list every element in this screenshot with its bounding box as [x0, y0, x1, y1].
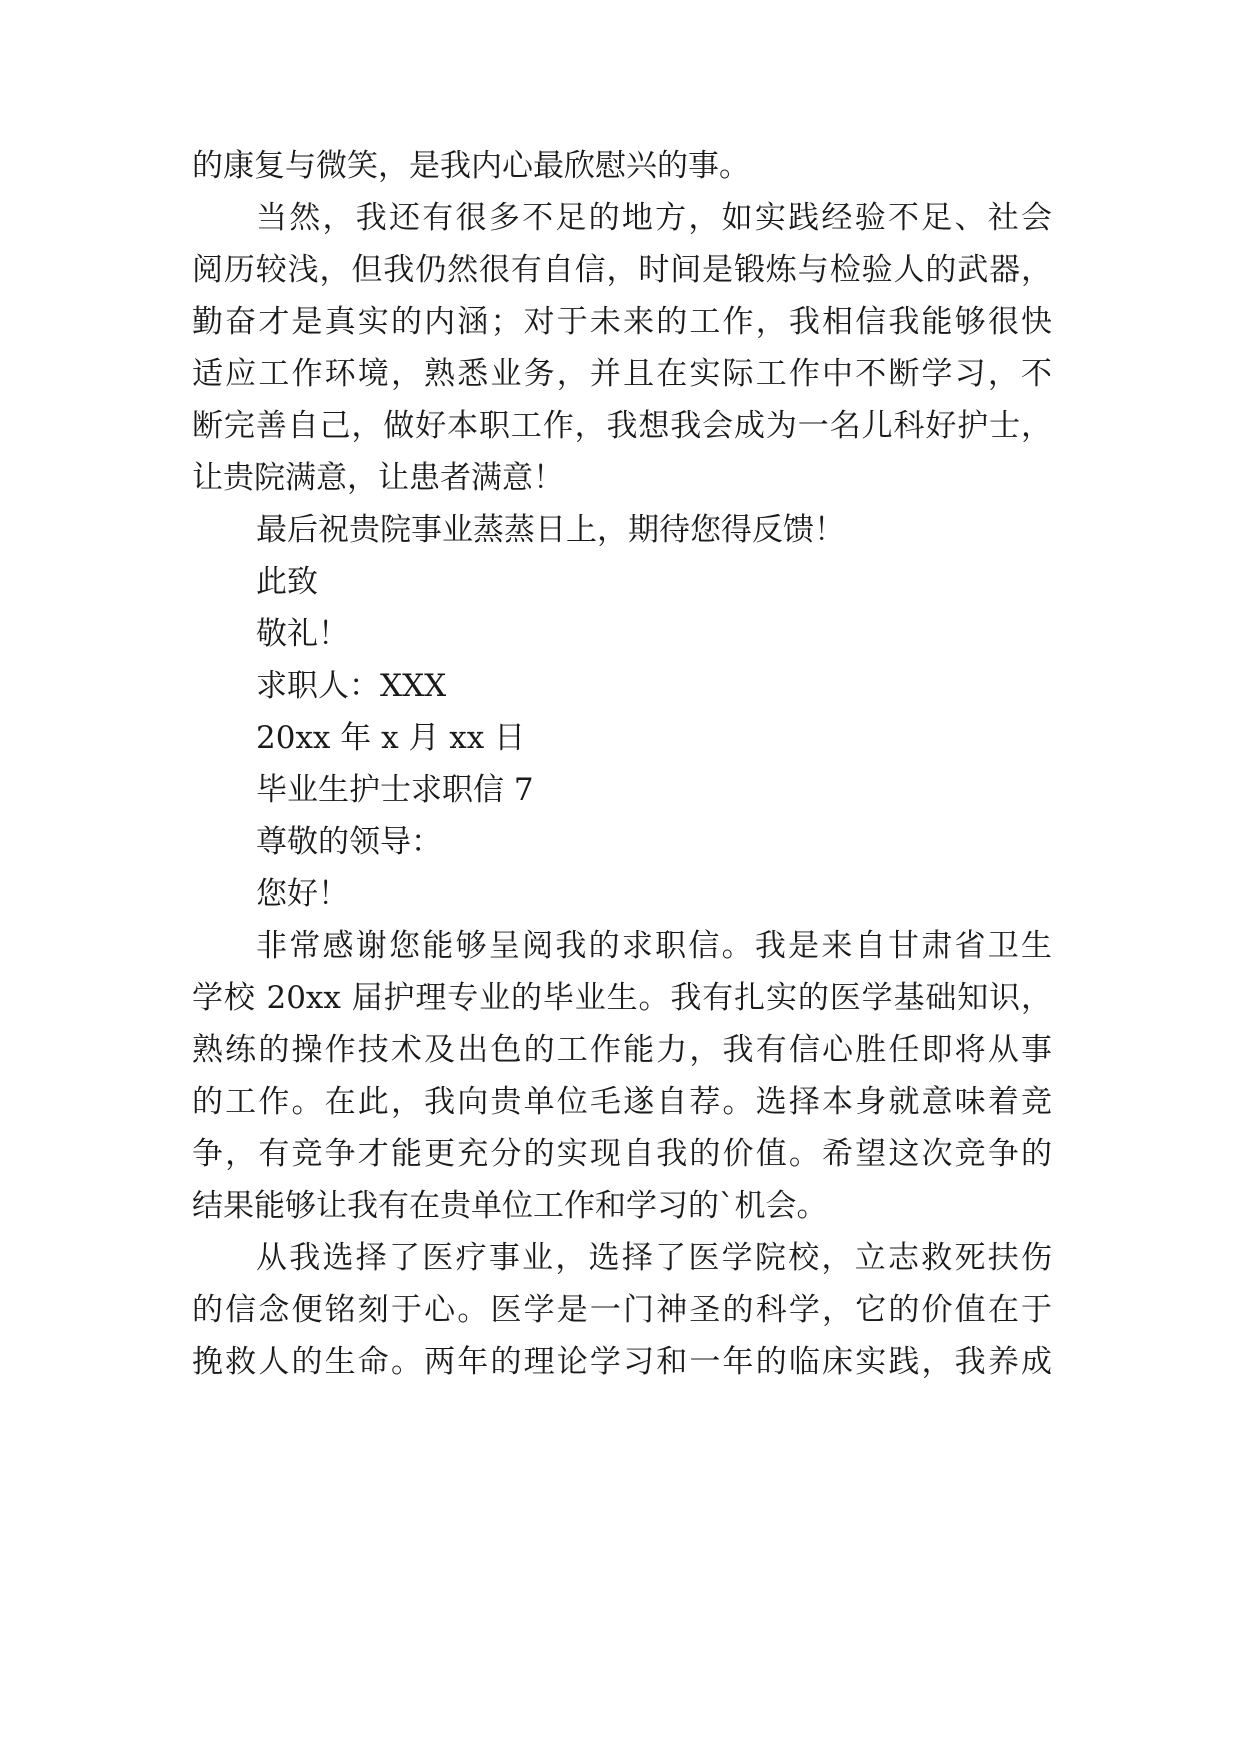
paragraph-11-line-5: 争，有竞争才能更充分的实现自我的价值。希望这次竞争的: [192, 1136, 1052, 1172]
paragraph-2-line-5: 断完善自己，做好本职工作，我想我会成为一名儿科好护士，: [192, 408, 1052, 444]
paragraph-12-line-1: 从我选择了医疗事业，选择了医学院校，立志救死扶伤: [256, 1240, 1052, 1276]
paragraph-2-line-1: 当然，我还有很多不足的地方，如实践经验不足、社会: [256, 200, 1052, 236]
paragraph-11-line-3: 熟练的操作技术及出色的工作能力，我有信心胜任即将从事: [192, 1032, 1052, 1068]
closing-wish: 最后祝贵院事业蒸蒸日上，期待您得反馈！: [256, 512, 845, 548]
signature-applicant: 求职人：XXX: [256, 668, 447, 704]
paragraph-11-line-2: 学校 20xx 届护理专业的毕业生。我有扎实的医学基础知识，: [192, 980, 1052, 1016]
salutation-cizhi: 此致: [256, 564, 318, 600]
paragraph-11-line-1: 非常感谢您能够呈阅我的求职信。我是来自甘肃省卫生: [256, 928, 1052, 964]
paragraph-12-line-2: 的信念便铭刻于心。医学是一门神圣的科学，它的价值在于: [192, 1292, 1052, 1328]
signature-date: 20xx 年 x 月 xx 日: [256, 720, 526, 756]
paragraph-2-line-2: 阅历较浅，但我仍然很有自信，时间是锻炼与检验人的武器，: [192, 252, 1052, 288]
letter-heading: 毕业生护士求职信 7: [256, 772, 534, 808]
paragraph-11-line-6: 结果能够让我有在贵单位工作和学习的`机会。: [192, 1188, 828, 1224]
paragraph-2-line-4: 适应工作环境，熟悉业务，并且在实际工作中不断学习，不: [192, 356, 1052, 392]
paragraph-1-line-1: 的康复与微笑，是我内心最欣慰兴的事。: [192, 148, 750, 184]
letter-hello: 您好！: [256, 876, 349, 912]
paragraph-2-line-6: 让贵院满意，让患者满意！: [192, 460, 564, 496]
salutation-jingli: 敬礼！: [256, 616, 349, 652]
letter-greeting: 尊敬的领导：: [256, 824, 442, 860]
paragraph-12-line-3: 挽救人的生命。两年的理论学习和一年的临床实践，我养成: [192, 1344, 1052, 1380]
paragraph-2-line-3: 勤奋才是真实的内涵；对于未来的工作，我相信我能够很快: [192, 304, 1052, 340]
paragraph-11-line-4: 的工作。在此，我向贵单位毛遂自荐。选择本身就意味着竞: [192, 1084, 1052, 1120]
